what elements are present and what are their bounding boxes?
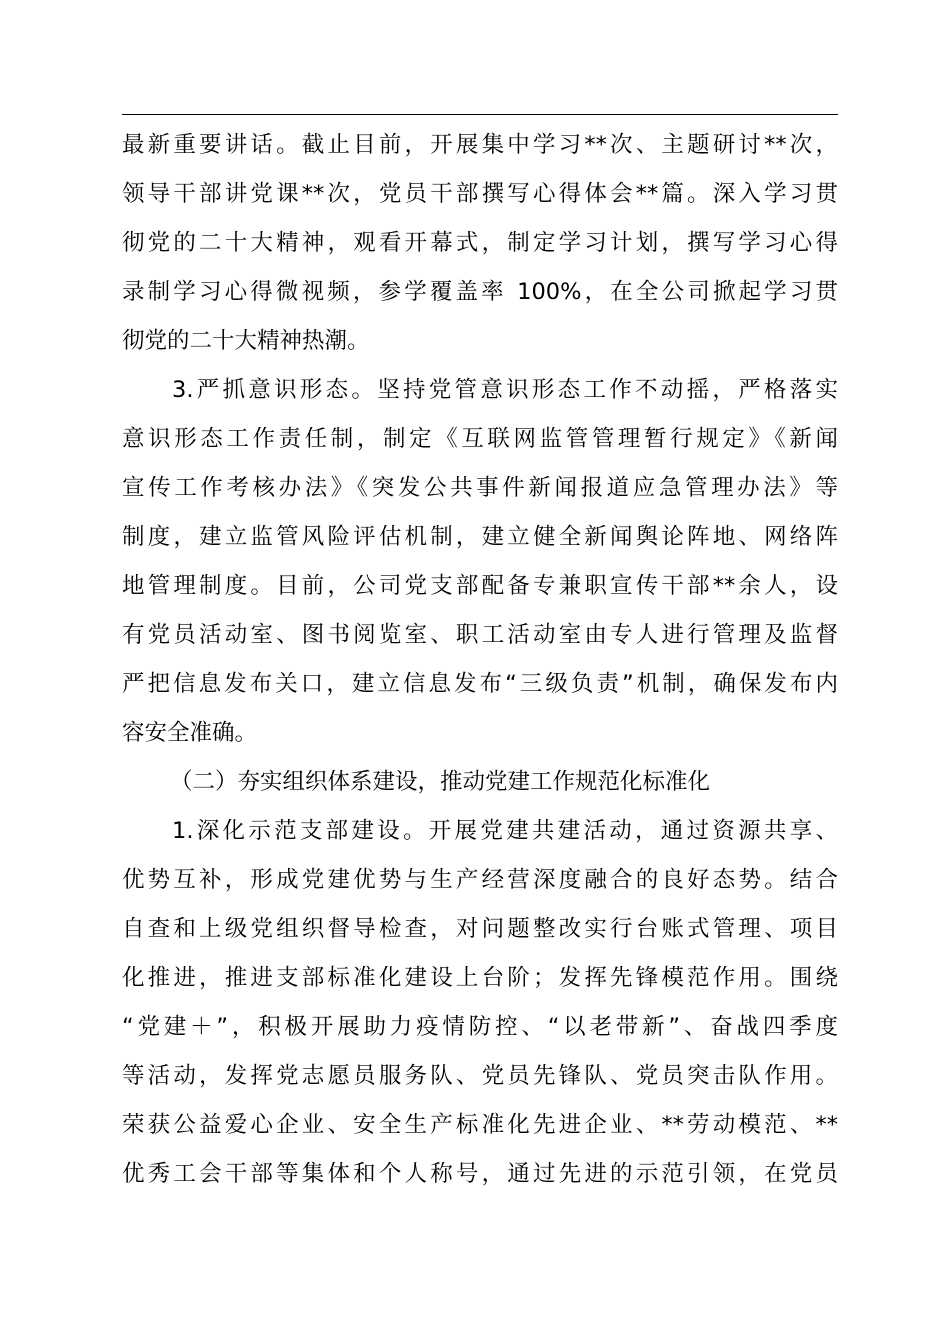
text-line: 录制学习心得微视频，参学覆盖率 100%，在全公司掀起学习贯 bbox=[122, 279, 838, 305]
text-line: 荣获公益爱心企业、安全生产标准化先进企业、**劳动模范、** bbox=[122, 1112, 838, 1138]
text-line: 3.严抓意识形态。坚持党管意识形态工作不动摇，严格落实 bbox=[172, 377, 838, 403]
text-line: 制度，建立监管风险评估机制，建立健全新闻舆论阵地、网络阵 bbox=[122, 524, 838, 550]
text-line: 化推进，推进支部标准化建设上台阶；发挥先锋模范作用。围绕 bbox=[122, 965, 838, 991]
text-line: 彻党的二十大精神，观看开幕式，制定学习计划，撰写学习心得 bbox=[122, 230, 838, 256]
text-line: 优秀工会干部等集体和个人称号，通过先进的示范引领，在党员 bbox=[122, 1161, 838, 1187]
text-line: “党建＋”，积极开展助力疫情防控、“以老带新”、奋战四季度 bbox=[122, 1014, 838, 1040]
text-line: 优势互补，形成党建优势与生产经营深度融合的良好态势。结合 bbox=[122, 867, 838, 893]
text-line: 容安全准确。 bbox=[122, 720, 258, 746]
text-line: 意识形态工作责任制，制定《互联网监管管理暂行规定》《新闻 bbox=[122, 426, 838, 452]
text-line: 宣传工作考核办法》《突发公共事件新闻报道应急管理办法》等 bbox=[122, 475, 838, 501]
text-line: 地管理制度。目前，公司党支部配备专兼职宣传干部**余人，设 bbox=[122, 573, 838, 599]
text-line: 等活动，发挥党志愿员服务队、党员先锋队、党员突击队作用。 bbox=[122, 1063, 838, 1089]
text-line: 领导干部讲党课**次，党员干部撰写心得体会**篇。深入学习贯 bbox=[122, 181, 838, 207]
text-line: 彻党的二十大精神热潮。 bbox=[122, 328, 370, 354]
text-line: 1.深化示范支部建设。开展党建共建活动，通过资源共享、 bbox=[172, 818, 838, 844]
text-line: 自查和上级党组织督导检查，对问题整改实行台账式管理、项目 bbox=[122, 916, 838, 942]
header-rule bbox=[122, 114, 838, 115]
text-line: 严把信息发布关口，建立信息发布“三级负责”机制，确保发布内 bbox=[122, 671, 838, 697]
section-heading: （二）夯实组织体系建设，推动党建工作规范化标准化 bbox=[170, 769, 711, 795]
text-line: 最新重要讲话。截止目前，开展集中学习**次、主题研讨**次， bbox=[122, 132, 838, 158]
text-line: 有党员活动室、图书阅览室、职工活动室由专人进行管理及监督 bbox=[122, 622, 838, 648]
document-body bbox=[122, 121, 838, 1199]
